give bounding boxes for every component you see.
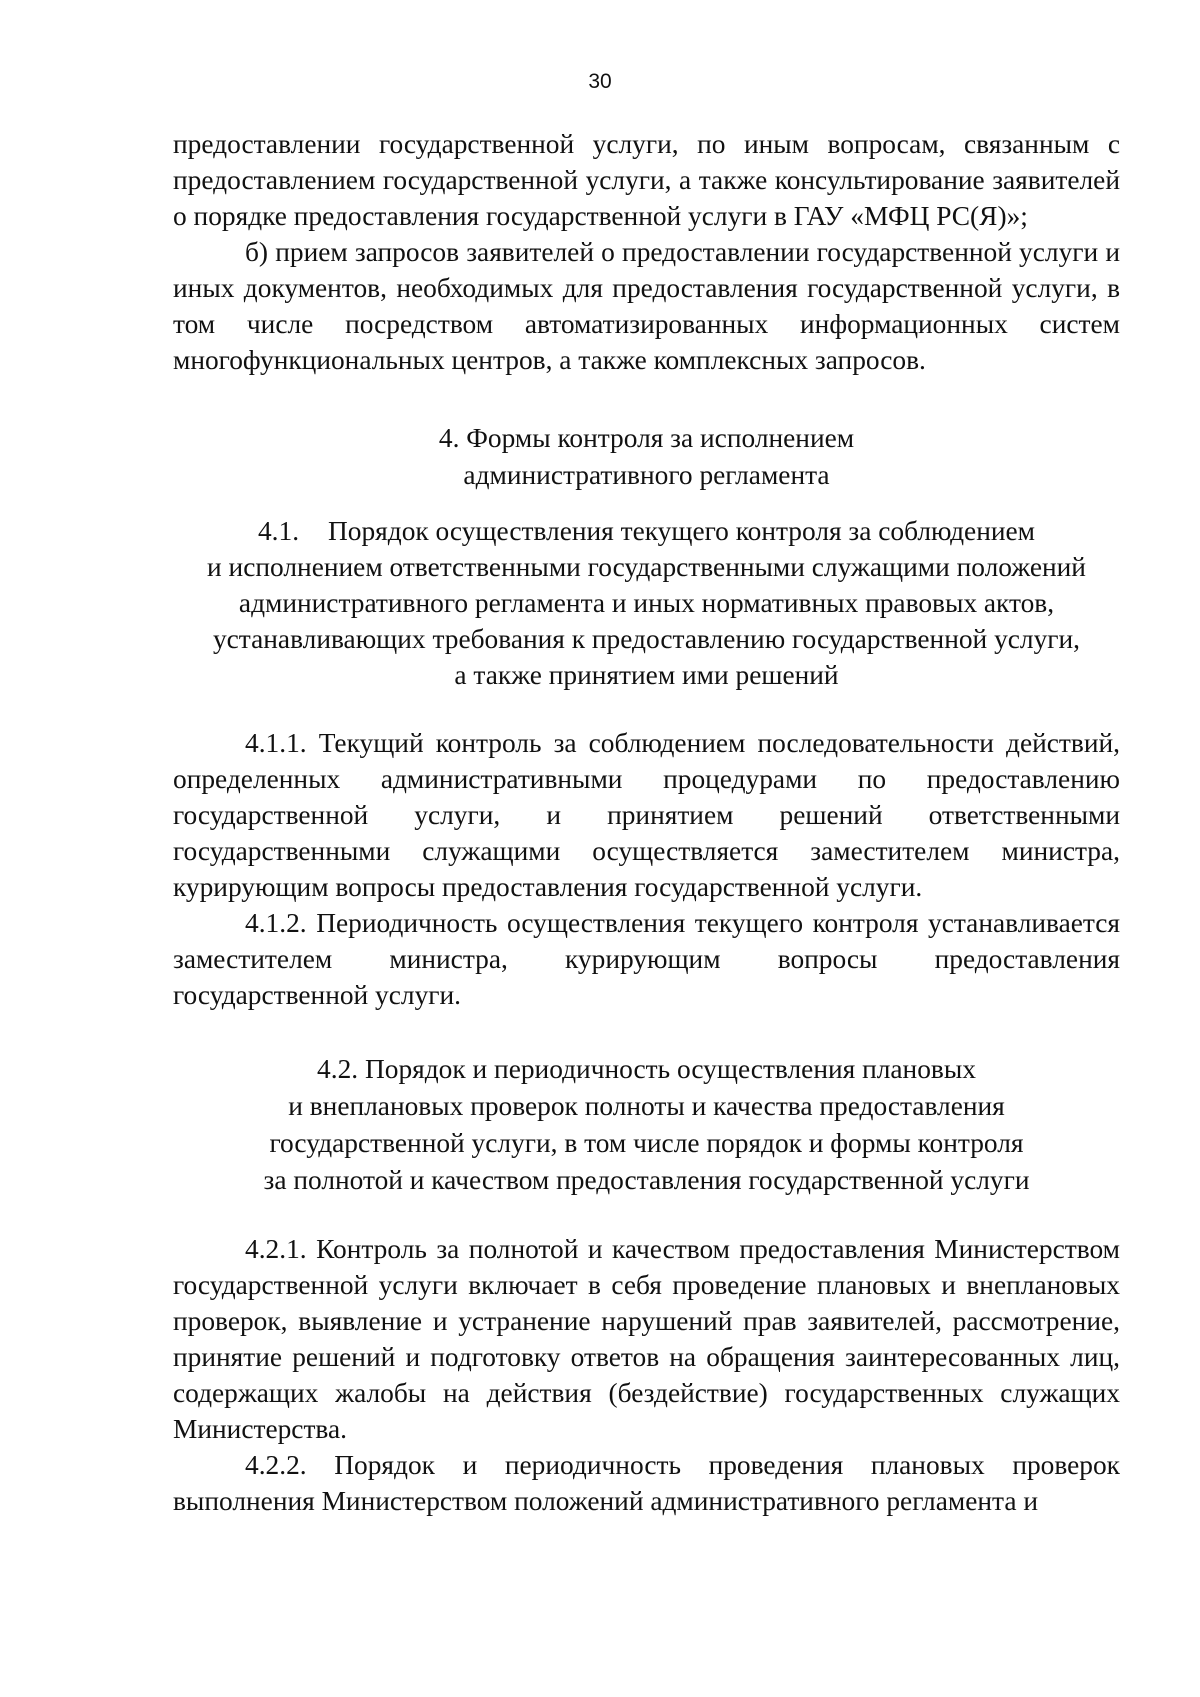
section-4-heading-line: 4. Формы контроля за исполнением	[438, 423, 855, 453]
section-4-2-heading-line: за полнотой и качеством предоставления государственной услуги	[263, 1165, 1030, 1195]
section-4-1-heading	[173, 513, 1120, 693]
section-4-heading	[173, 420, 1120, 494]
paragraph-b: б) прием запросов заявителей о предоставлении государственной услуги и иных документов, необходимых для предоставления государственной услуги, в том числе посредством автоматизированных информационных систем многофункциональных центров, а также комплексных запросов.	[173, 237, 1120, 375]
section-4-1-number: 4.1.	[257, 516, 300, 546]
section-4-1-heading-line	[173, 513, 1120, 549]
paragraph-4-1-2: 4.1.2. Периодичность осуществления текущего контроля устанавливается заместителем министра, курирующим вопросы предоставления государственной услуги.	[173, 908, 1120, 1010]
document-body	[173, 126, 1120, 1519]
paragraph-4-1-1: 4.1.1. Текущий контроль за соблюдением последовательности действий, определенных административными процедурами по предоставлению государственной услуги, и принятием решений ответственными государственными служащими осуществляется заместителем министра, курирующим вопросы предоставления государственной услуги.	[173, 728, 1120, 902]
page-number: 30	[588, 70, 612, 93]
section-4-heading-line: административного регламента	[463, 460, 830, 490]
section-4-1-heading-line: административного регламента и иных нормативных правовых актов,	[238, 588, 1055, 618]
section-4-2-heading	[173, 1051, 1120, 1199]
section-4-2-heading-line: и внеплановых проверок полноты и качества предоставления	[288, 1091, 1005, 1121]
section-4-1-heading-text: Порядок осуществления текущего контроля за соблюдением	[327, 516, 1036, 546]
section-4-2-heading-line: государственной услуги, в том числе порядок и формы контроля	[269, 1128, 1024, 1158]
paragraph-continuation: предоставлении государственной услуги, по иным вопросам, связанным с предоставлением государственной услуги, а также консультирование заявителей о порядке предоставления государственной услуги в ГАУ «МФЦ РС(Я)»;	[173, 129, 1120, 231]
section-4-1-heading-line: устанавливающих требования к предоставлению государственной услуги,	[212, 624, 1081, 654]
section-4-2-heading-line: 4.2. Порядок и периодичность осуществления плановых	[317, 1054, 976, 1084]
paragraph-4-2-2: 4.2.2. Порядок и периодичность проведения плановых проверок выполнения Министерством положений административного регламента и	[173, 1450, 1120, 1516]
section-4-1-heading-line: а также принятием ими решений	[454, 660, 839, 690]
section-4-1-heading-line: и исполнением ответственными государственными служащими положений	[207, 552, 1086, 582]
paragraph-4-2-1: 4.2.1. Контроль за полнотой и качеством предоставления Министерством государственной услуги включает в себя проведение плановых и внеплановых проверок, выявление и устранение нарушений прав заявителей, рассмотрение, принятие решений и подготовку ответов на обращения заинтересованных лиц, содержащих жалобы на действия (бездействие) государственных служащих Министерства.	[173, 1234, 1120, 1444]
